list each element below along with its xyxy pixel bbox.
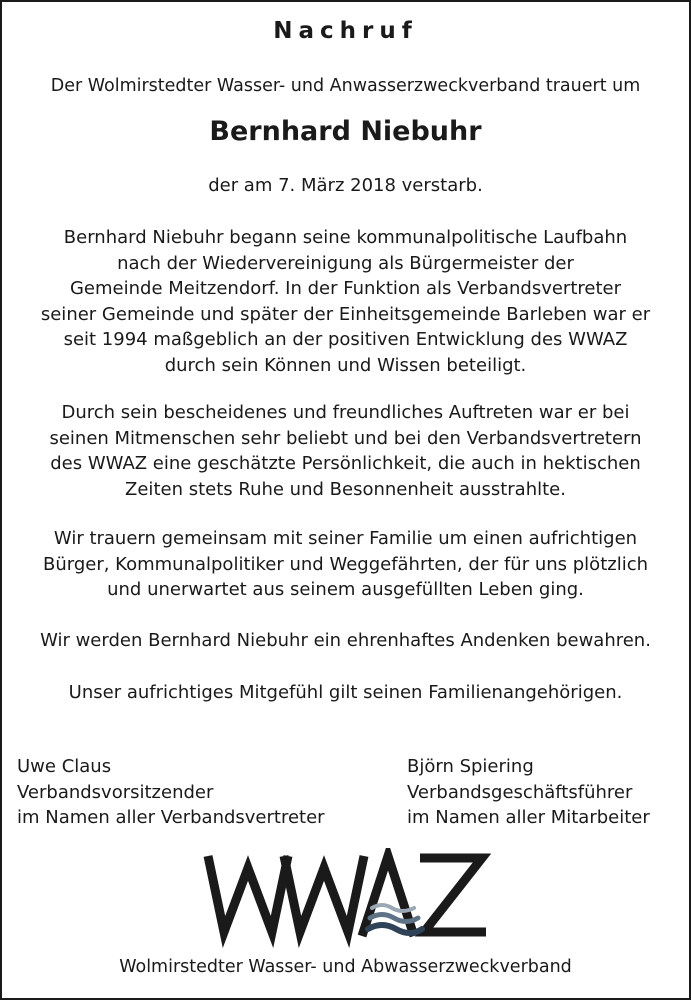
logo-letter-w (284, 856, 364, 932)
text-line: durch sein Können und Wissen beteiligt. (164, 354, 527, 376)
signatory-name: Uwe Claus (17, 756, 112, 777)
paragraph-character (2, 400, 689, 502)
signatory-name: Björn Spiering (407, 756, 534, 777)
paragraph-condolence (2, 680, 689, 706)
text-line: seinen Mitmenschen sehr beliebt und bei den Verbandsvertretern (49, 427, 642, 449)
text-line: Wir werden Bernhard Niebuhr ein ehrenhaftes Andenken bewahren. (40, 630, 651, 651)
text-line: nach der Wiedervereinigung als Bürgermeister der (117, 252, 574, 274)
death-date-line: der am 7. März 2018 verstarb. (208, 175, 483, 196)
text-line: Zeiten stets Ruhe und Besonnenheit ausstrahlte. (125, 478, 566, 500)
signatory-role: Verbandsvorsitzender (17, 781, 214, 803)
text-line: Bernhard Niebuhr begann seine kommunalpolitische Laufbahn (63, 227, 628, 248)
text-line: und unerwartet aus seinem ausgefüllten Leben ging. (107, 579, 584, 600)
signatory-on-behalf: im Namen aller Mitarbeiter (407, 807, 650, 828)
footer-org-name: Wolmirstedter Wasser- und Abwasserzweckverband (119, 957, 572, 977)
logo-letter-z (420, 858, 486, 932)
text-line: Unser aufrichtiges Mitgefühl gilt seinen Familienangehörigen. (68, 682, 623, 703)
logo-letter-w (208, 856, 288, 932)
text-line: seit 1994 maßgeblich an der positiven Entwicklung des WWAZ (63, 329, 628, 350)
text-line: Durch sein bescheidenes und freundliches Auftreten war er bei (61, 402, 630, 423)
paragraph-mourning (2, 526, 689, 603)
signature-right (407, 754, 650, 831)
notice-title: Nachruf (273, 18, 418, 44)
paragraph-career (2, 225, 689, 378)
signatory-role: Verbandsgeschäftsführer (407, 781, 633, 803)
text-line: Wir trauern gemeinsam mit seiner Familie um einen aufrichtigen (53, 528, 638, 549)
wwaz-logo (202, 848, 492, 948)
text-line: Bürger, Kommunalpolitiker und Weggefährten, der für uns plötzlich (42, 553, 649, 575)
deceased-name: Bernhard Niebuhr (209, 116, 482, 147)
paragraph-remembrance (2, 628, 689, 654)
signatory-on-behalf: im Namen aller Verbandsvertreter (17, 807, 325, 828)
text-line: des WWAZ eine geschätzte Persönlichkeit, die auch in hektischen (50, 453, 641, 474)
text-line: Gemeinde Meitzendorf. In der Funktion als Verbandsvertreter (69, 278, 622, 299)
signature-left (17, 754, 325, 831)
text-line: seiner Gemeinde und später der Einheitsgemeinde Barleben war er (40, 303, 651, 325)
intro-line: Der Wolmirstedter Wasser- und Anwasserzweckverband trauert um (50, 76, 641, 96)
